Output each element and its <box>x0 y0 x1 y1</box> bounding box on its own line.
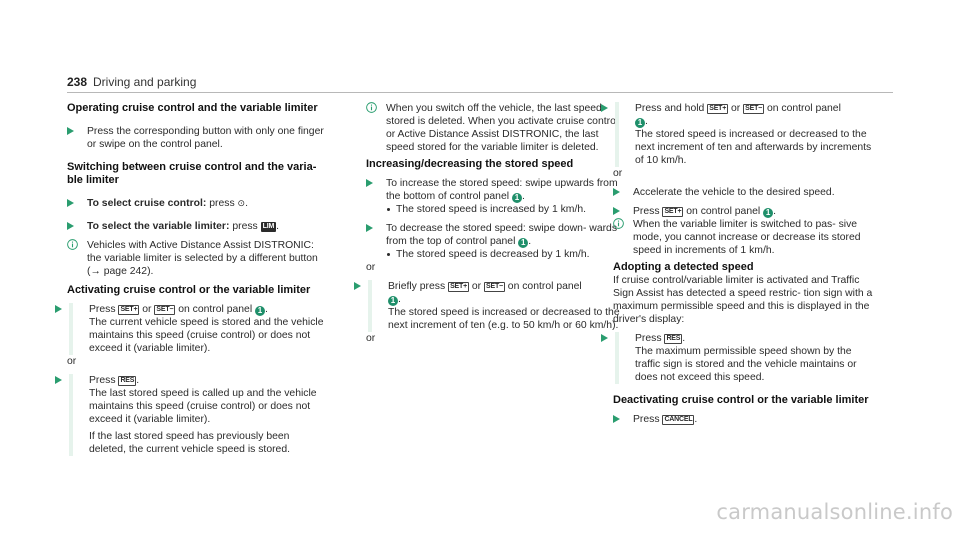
step-arrow-icon <box>613 415 620 423</box>
res-key-icon: RES <box>666 335 681 342</box>
callout-1-icon: 1 <box>388 296 398 306</box>
res-key-icon: RES <box>120 377 135 384</box>
step-arrow-icon <box>55 376 62 384</box>
step-increase: To increase the stored speed: swipe upwards from the bottom of control panel 1 . The stored speed is increased by 1 km/h. <box>366 177 628 216</box>
set-plus-key-icon: SET+ <box>120 306 138 313</box>
column-2 <box>366 102 628 345</box>
or-text: or <box>67 356 77 367</box>
or-text: or <box>613 168 623 179</box>
step-arrow-icon <box>613 207 620 215</box>
heading-operating: Operating cruise control and the variable limiter <box>67 102 318 114</box>
callout-1-icon: 1 <box>518 238 528 248</box>
set-minus-key-icon: SET− <box>486 283 503 290</box>
step-press-set-plus: Press SET+ on control panel 1 . <box>613 205 875 218</box>
step-press-set: Press SET+ or SET− on control panel 1 . The current vehicle speed is stored and the vehicle maintains this speed (cruise control) or does not exceed it (variable limiter). <box>69 303 329 355</box>
watermark: carmanualsonline.info <box>716 500 953 524</box>
section-title: Driving and parking <box>93 75 197 89</box>
set-minus-key-icon: SET− <box>745 105 763 112</box>
step-briefly-press: Briefly press SET+ or SET− on control panel 1 . The stored speed is increased or decreased to the next increment of ten (e.g. to 50 km/h or 60 km/h). <box>368 280 628 332</box>
set-plus-key-icon: SET+ <box>664 208 682 215</box>
heading-switching: Switching between cruise control and the varia- ble limiter <box>67 161 317 186</box>
or-text: or <box>366 262 376 273</box>
step-arrow-icon <box>55 305 62 313</box>
heading-deactivating: Deactivating cruise control or the variable limiter <box>613 394 869 406</box>
step-select-cruise: To select cruise control: press ⊙. <box>67 197 329 210</box>
column-3 <box>613 102 875 426</box>
callout-1-icon: 1 <box>512 193 522 203</box>
step-arrow-icon <box>613 188 620 196</box>
step-arrow-icon <box>366 224 373 232</box>
step-arrow-icon <box>67 222 74 230</box>
set-plus-key-icon: SET+ <box>709 105 727 112</box>
step-arrow-icon <box>67 127 74 135</box>
callout-1-icon: 1 <box>763 208 773 218</box>
heading-activating: Activating cruise control or the variable limiter <box>67 284 311 296</box>
note-passive-mode: When the variable limiter is switched to pas- sive mode, you cannot increase or decrease its stored speed in increments of 1 km/h. <box>613 218 875 257</box>
step-arrow-icon <box>366 179 373 187</box>
page-number: 238 <box>67 75 88 89</box>
step-arrow-icon <box>67 199 74 207</box>
step-press-res: Press RES . The maximum permissible speed shown by the traffic sign is stored and the vehicle maintains or does not exceed this speed. <box>615 332 875 384</box>
note-distronic: Vehicles with Active Distance Assist DISTRONIC: the variable limiter is selected by a different button (→ page 242). <box>67 239 329 278</box>
step-arrow-icon <box>601 104 608 112</box>
cancel-key-icon: CANCEL <box>664 416 693 423</box>
paragraph-traffic-sign: If cruise control/variable limiter is activated and Traffic Sign Assist has detected a speed restric- tion sign with a maximum permissible speed and this is displayed in the driver's display: <box>613 275 873 325</box>
step-press-hold: Press and hold SET+ or SET− on control panel 1 . The stored speed is increased or decreased to the next increment of ten and afterwards by increments of 10 km/h. <box>615 102 875 167</box>
note-switch-off: When you switch off the vehicle, the last speed stored is deleted. When you activate cruise control or Active Distance Assist DISTRONIC, the last speed stored for the variable limiter is deleted. <box>366 102 628 154</box>
step-decrease: To decrease the stored speed: swipe down- wards from the top of control panel 1 . The stored speed is decreased by 1 km/h. <box>366 222 628 261</box>
step-press-cancel: Press CANCEL . <box>613 413 875 426</box>
step-press-res: Press RES . The last stored speed is called up and the vehicle maintains this speed (cruise control) or does not exceed it (variable limiter). If the last stored speed has previously been deleted, the current vehicle speed is stored. <box>69 374 329 456</box>
step-arrow-icon <box>601 334 608 342</box>
bullet-decrease: The stored speed is decreased by 1 km/h. <box>386 248 628 261</box>
info-icon <box>67 239 78 250</box>
callout-1-icon: 1 <box>635 118 645 128</box>
step-select-limiter: To select the variable limiter: press LIM . <box>67 220 329 233</box>
step-arrow-icon <box>354 282 361 290</box>
column-1 <box>67 102 329 456</box>
step-accelerate: Accelerate the vehicle to the desired speed. <box>613 186 875 199</box>
step-press-button: Press the corresponding button with only one finger or swipe on the control panel. <box>67 125 329 151</box>
heading-increasing: Increasing/decreasing the stored speed <box>366 158 574 170</box>
set-minus-key-icon: SET− <box>156 306 174 313</box>
heading-adopting: Adopting a detected speed <box>613 261 754 273</box>
or-text: or <box>366 333 376 344</box>
page-header <box>67 71 893 93</box>
lim-key-icon: LIM <box>262 223 275 230</box>
info-icon <box>366 102 377 113</box>
cruise-control-icon: ⊙ <box>237 198 246 208</box>
callout-1-icon: 1 <box>255 306 265 316</box>
bullet-increase: The stored speed is increased by 1 km/h. <box>386 203 628 216</box>
set-plus-key-icon: SET+ <box>450 283 467 290</box>
info-icon <box>613 218 624 229</box>
